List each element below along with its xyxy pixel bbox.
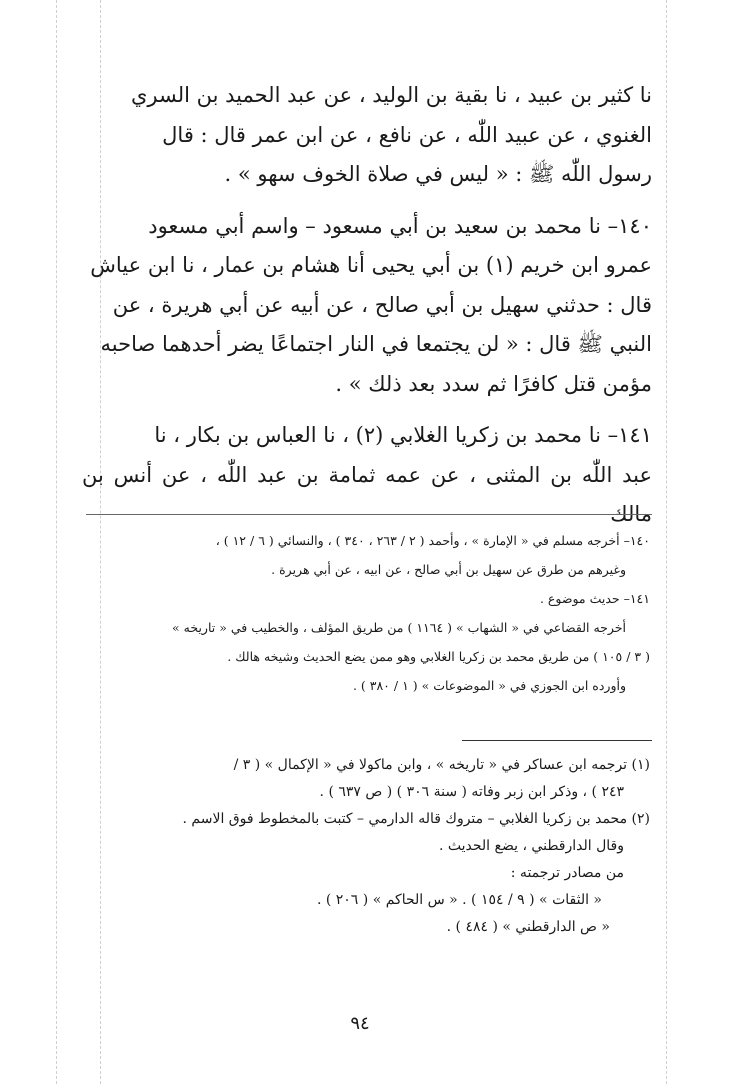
hadith-140 <box>82 207 652 405</box>
text-line: عبد اللّٰه بن المثنى ، عن عمه ثمامة بن عبد اللّٰه ، عن أنس بن مالك <box>82 462 652 526</box>
text-line: رسول اللّٰه ﷺ : « ليس في صلاة الخوف سهو » . <box>224 162 652 186</box>
main-text <box>82 76 652 535</box>
footnote-line: وقال الدارقطني ، يضع الحديث . <box>438 838 624 854</box>
text-line: مؤمن قتل كافرًا ثم سدد بعد ذلك » . <box>335 371 652 396</box>
hadith-paragraph <box>82 76 652 195</box>
footnote-line: ٢٤٣ ) ، وذكر ابن زبر وفاته ( سنة ٣٠٦ ) ( ص ٦٣٧ ) . <box>319 784 624 800</box>
note-line: وأورده ابن الجوزي في « الموضوعات » ( ١ / ٣٨٠ ) . <box>352 678 626 693</box>
footnote-line: « الثقات » ( ٩ / ١٥٤ ) . « س الحاكم » ( ٢٠٦ ) . <box>316 892 602 908</box>
text-line: قال : حدثني سهيل بن أبي صالح ، عن أبيه عن أبي هريرة ، عن <box>112 292 652 317</box>
footnote-line: (١) ترجمه ابن عساكر في « تاريخه » ، وابن ماكولا في « الإكمال » ( ٣ / <box>233 757 650 773</box>
note-line: ١٤٠– أخرجه مسلم في « الإمارة » ، وأحمد ( ٢ / ٢٦٣ ، ٣٤٠ ) ، والنسائي ( ٦ / ١٢ ) ، <box>215 533 650 548</box>
text-line: ١٤١– نا محمد بن زكريا الغلابي (٢) ، نا العباس بن بكار ، نا <box>154 423 652 447</box>
text-line: النبي ﷺ قال : « لن يجتمعا في النار اجتماعًا يضر أحدهما صاحبه <box>100 332 652 356</box>
footnote-line: من مصادر ترجمته : <box>510 865 624 881</box>
takhrij-notes <box>82 526 650 700</box>
hadith-141 <box>82 416 652 535</box>
footnote-line: « ص الدارقطني » ( ٤٨٤ ) . <box>446 919 610 935</box>
note-line: أخرجه القضاعي في « الشهاب » ( ١١٦٤ ) من طريق المؤلف ، والخطيب في « تاريخه » <box>172 620 626 635</box>
section-divider <box>86 514 652 515</box>
footnotes <box>82 752 650 941</box>
footnote-divider <box>462 740 652 741</box>
text-line: ١٤٠– نا محمد بن سعيد بن أبي مسعود – واسم أبي مسعود <box>148 213 652 238</box>
note-line: ١٤١– حديث موضوع . <box>539 591 650 606</box>
scan-guide-line <box>666 0 667 1084</box>
note-line: ( ٣ / ١٠٥ ) من طريق محمد بن زكريا الغلابي وهو ممن يضع الحديث وشيخه هالك . <box>227 649 650 664</box>
page-number: ٩٤ <box>350 1013 370 1034</box>
text-line: نا كثير بن عبيد ، نا بقية بن الوليد ، عن عبد الحميد بن السري <box>130 83 652 107</box>
note-line: وغيرهم من طرق عن سهيل بن أبي صالح ، عن ابيه ، عن أبي هريرة . <box>271 562 626 577</box>
footnote-line: (٢) محمد بن زكريا الغلابي – متروك قاله الدارمي – كتبت بالمخطوط فوق الاسم . <box>182 811 650 827</box>
text-line: عمرو ابن خريم (١) بن أبي يحيى أنا هشام بن عمار ، نا ابن عياش <box>90 253 652 277</box>
scan-guide-line <box>56 0 57 1084</box>
text-line: الغنوي ، عن عبيد اللّٰه ، عن نافع ، عن ابن عمر قال : قال <box>162 122 652 147</box>
